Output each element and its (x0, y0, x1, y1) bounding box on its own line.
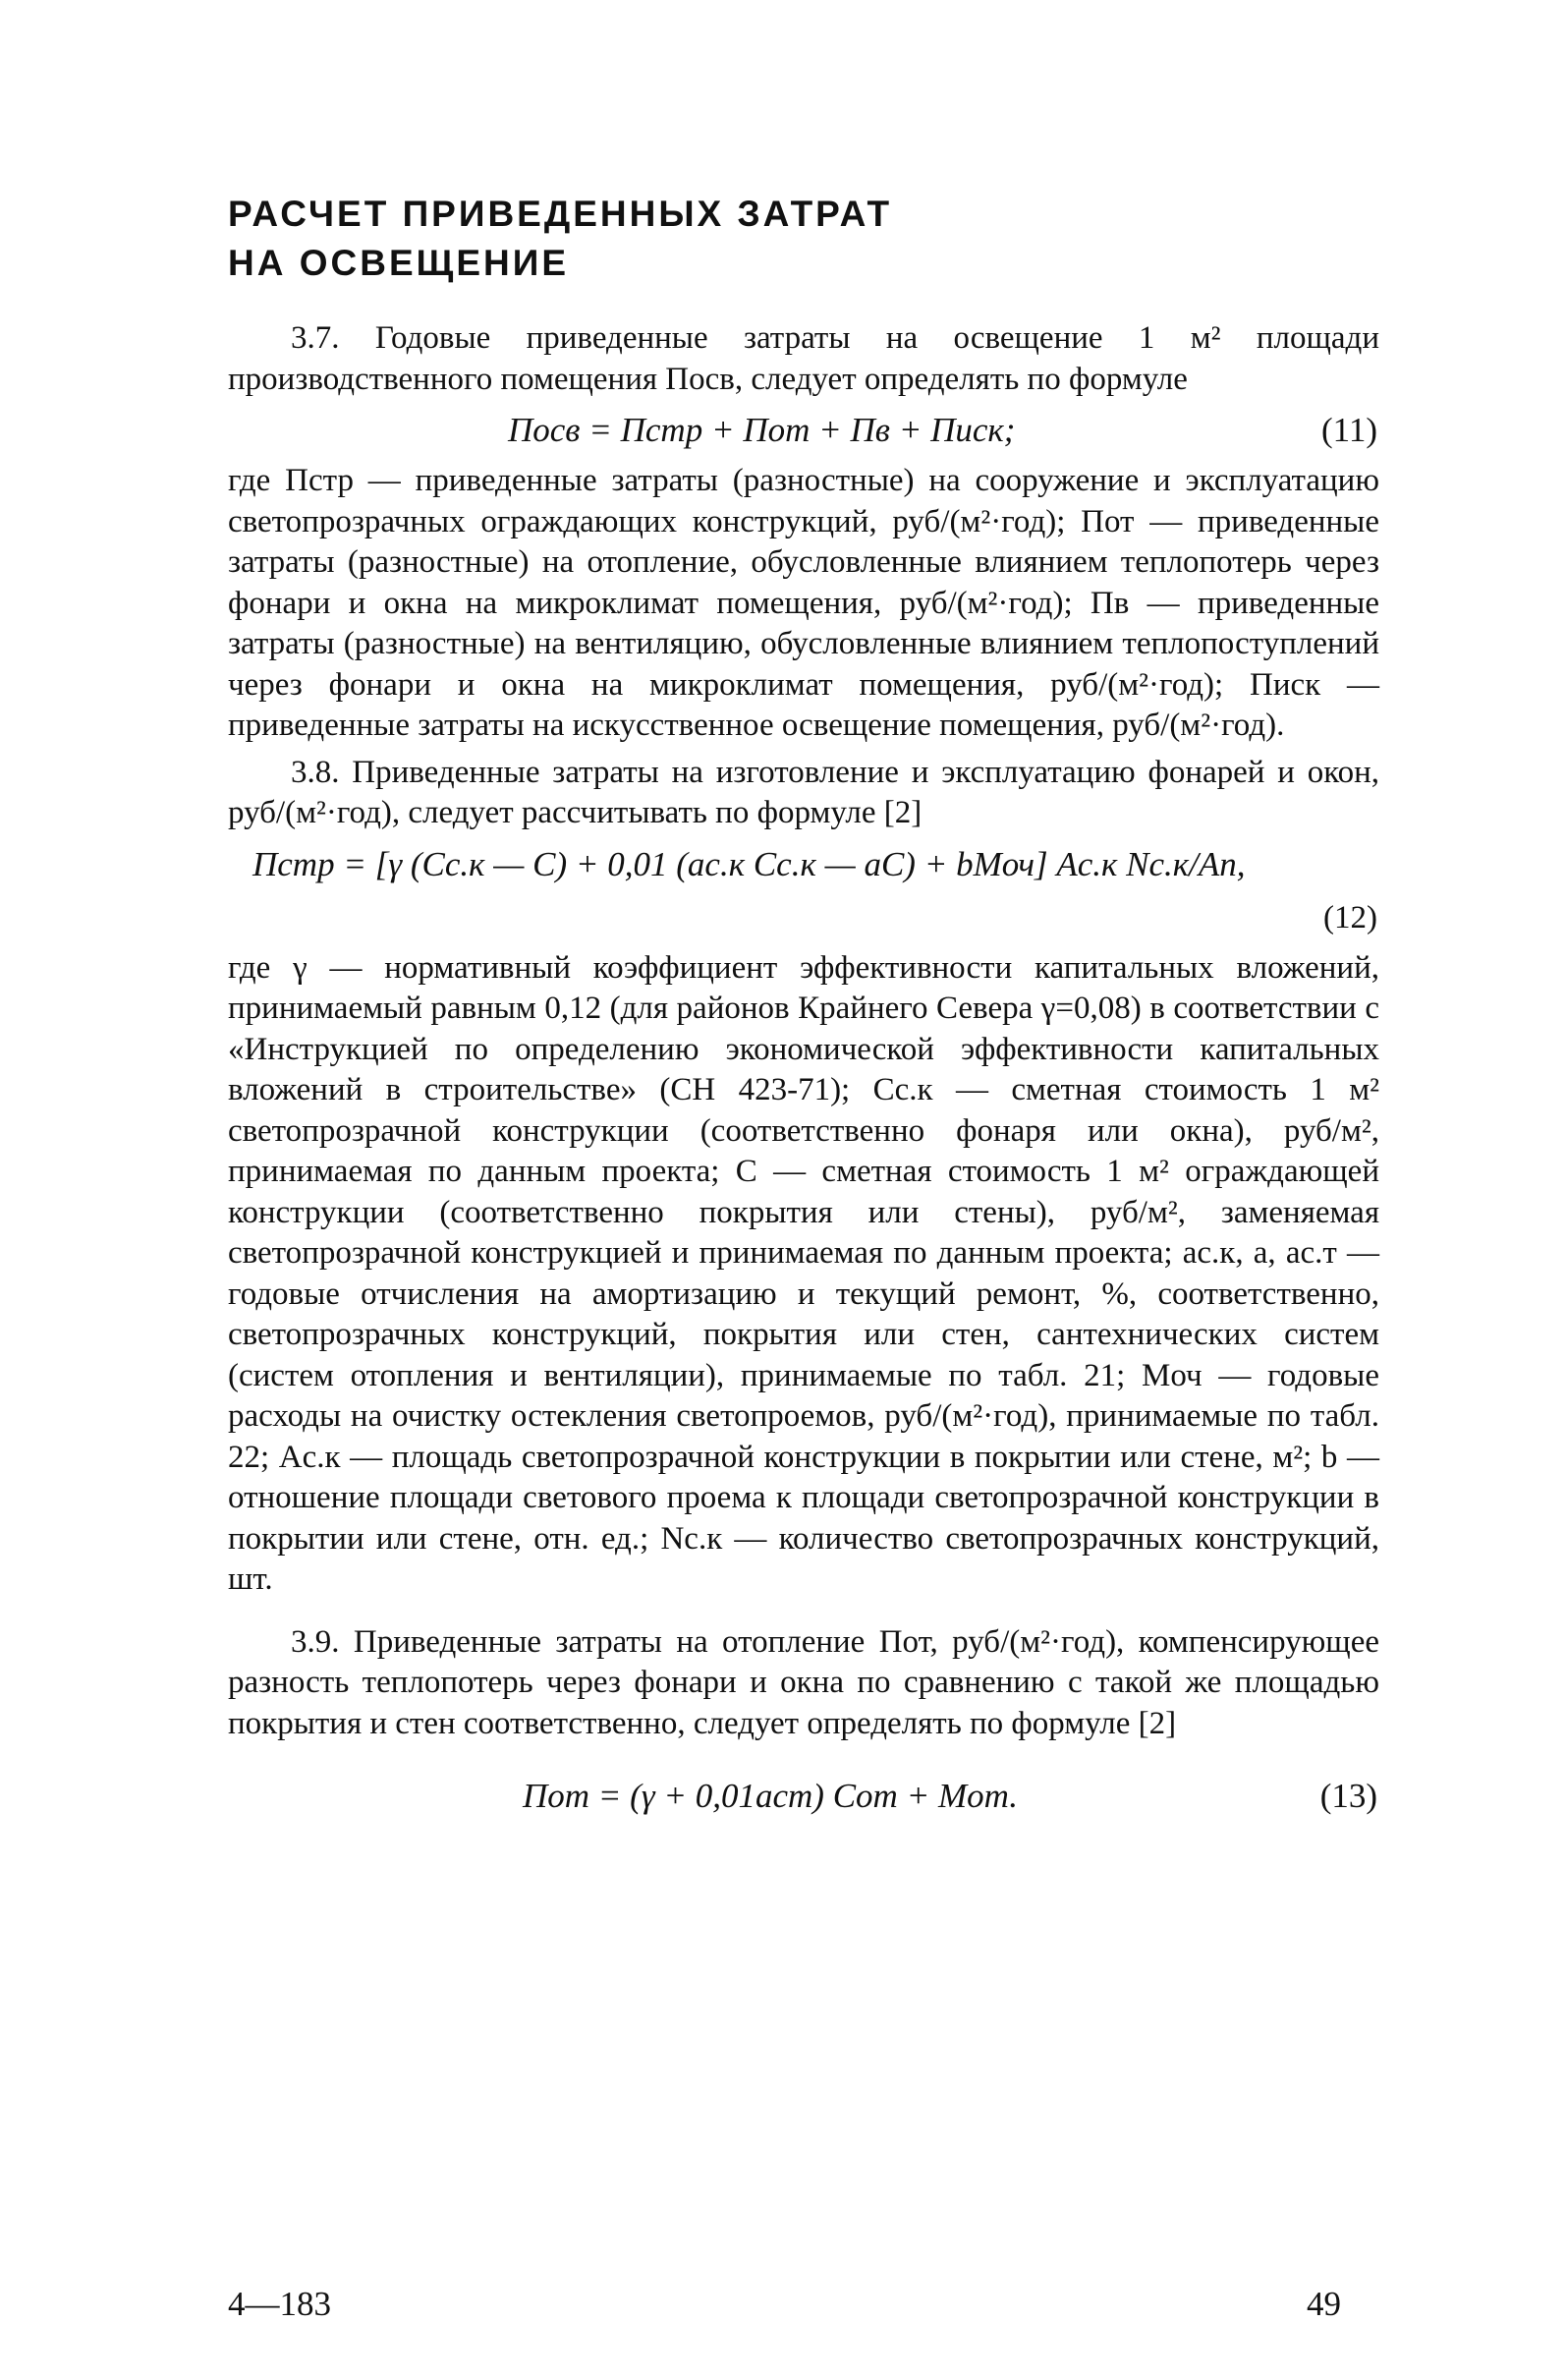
formula-13-expression: Пот = (γ + 0,01aст) Cот + Mот. (523, 1777, 1019, 1815)
formula-11 (228, 400, 1379, 461)
formula-12-expression: Пстр = [γ (Cс.к — C) + 0,01 (aс.к Cс.к — aC) + bMоч] Aс.к Nс.к/Aп, (252, 844, 1246, 883)
paragraph-3-9: 3.9. Приведенные затраты на отопление Пот, руб/(м²·год), компенсирующее разность теплопотерь через фонари и окна по сравнению с такой же площадью покрытия и стен соответственно, следует определять по формуле [2] (228, 1623, 1379, 1741)
paragraph-3-7: 3.7. Годовые приведенные затраты на освещение 1 м² площади производственного помещения Поcв, следует определять по формуле (228, 320, 1379, 397)
body-text (228, 318, 1379, 1827)
formula-12 (228, 834, 1379, 895)
formula-12-number: (12) (1323, 899, 1377, 935)
formula-13 (228, 1766, 1379, 1827)
paragraph-3-8: 3.8. Приведенные затраты на изготовление и эксплуатацию фонарей и окон, руб/(м²·год), следует рассчитывать по формуле [2] (228, 754, 1379, 830)
formula-11-number: (11) (1320, 411, 1377, 449)
paragraph-3-7-definitions: где Пстр — приведенные затраты (разностные) на сооружение и эксплуатацию светопрозрачных ограждающих конструкций, руб/(м²·год); Пот — приведенные затраты (разностные) на отопление, обусловленные влиянием теплопотерь через фонари и окна на микроклимат помещения, руб/(м²·год); Пв — приведенные затраты (разностные) на вентиляцию, обусловленные влиянием теплопоступлений через фонари и окна на микроклимат помещения, руб/(м²·год); Писк — приведенные затраты на искусственное освещение помещения, руб/(м²·год). (228, 463, 1379, 743)
page-number: 49 (1307, 2285, 1341, 2323)
formula-13-number: (13) (1319, 1777, 1377, 1815)
paragraph-3-8-definitions: где γ — нормативный коэффициент эффективности капитальных вложений, принимаемый равным 0,12 (для районов Крайнего Севера γ=0,08) в соответствии с «Инструкцией по определению экономической эффективности капитальных вложений в строительстве» (СН 423-71); Cс.к — сметная стоимость 1 м² светопрозрачной конструкции (соответственно фонаря или окна), руб/м², принимаемая по данным проекта; C — сметная стоимость 1 м² ограждающей конструкции (соответственно покрытия или стены), руб/м², заменяемая светопрозрачной конструкцией и принимаемая по данным проекта; aс.к, a, aс.т — годовые отчисления на амортизацию и текущий ремонт, %, соответственно, светопрозрачных конструкций, покрытия или стен, сантехнических систем (систем отопления и вентиляции), принимаемые по табл. 21; Mоч — годовые расходы на очистку остекления светопроемов, руб/(м²·год), принимаемые по табл. 22; Aс.к — площадь светопрозрачной конструкции в покрытии или стене, м²; b — отношение площади светового проема к площади светопрозрачной конструкции в покрытии или стене, отн. ед.; Nс.к — количество светопрозрачных конструкций, шт. (228, 949, 1379, 1597)
heading-line-2: НА ОСВЕЩЕНИЕ (228, 243, 569, 283)
heading-line-1: РАСЧЕТ ПРИВЕДЕННЫХ ЗАТРАТ (228, 194, 893, 234)
printer-signature: 4—183 (228, 2285, 331, 2323)
section-heading (228, 190, 892, 288)
formula-11-expression: Посв = Пстр + Пот + Пв + Писк; (508, 411, 1016, 449)
